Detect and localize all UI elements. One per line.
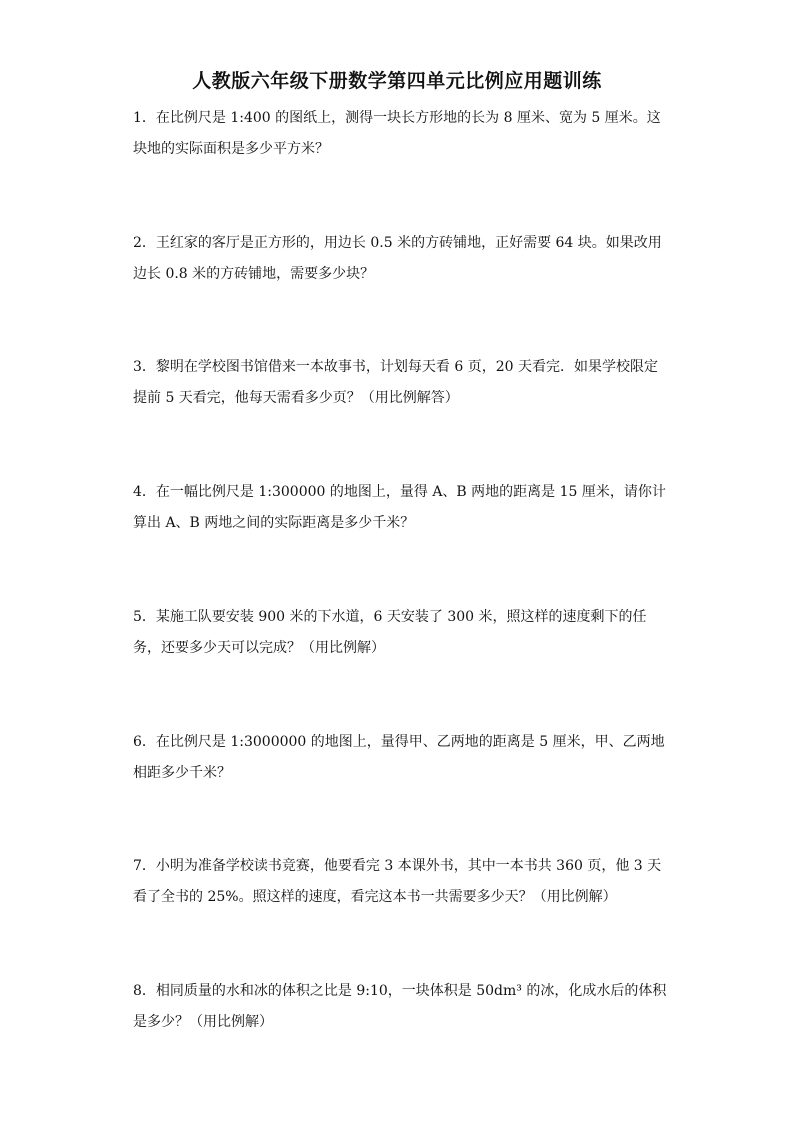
question-4: 4．在一幅比例尺是 1:300000 的地图上，量得 A、B 两地的距离是 15 厘米，请你计算出 A、B 两地之间的实际距离是多少千米？ — [133, 484, 666, 531]
question-5: 5．某施工队要安装 900 米的下水道，6 天安装了 300 米，照这样的速度剩下的任务，还要多少天可以完成？（用比例解） — [133, 609, 647, 656]
question-6: 6．在比例尺是 1:3000000 的地图上，量得甲、乙两地的距离是 5 厘米，甲、乙两地相距多少千米？ — [133, 734, 665, 781]
question-1: 1．在比例尺是 1:400 的图纸上，测得一块长方形地的长为 8 厘米、宽为 5 厘米。这块地的实际面积是多少平方米？ — [133, 110, 661, 157]
question-8: 8．相同质量的水和冰的体积之比是 9:10，一块体积是 50dm³ 的冰，化成水后的体积是多少？（用比例解） — [133, 983, 667, 1030]
question-7: 7．小明为准备学校读书竞赛，他要看完 3 本课外书，其中一本书共 360 页，他 3 天看了全书的 25%。照这样的速度，看完这本书一共需要多少天？（用比例解） — [133, 858, 662, 905]
page-title: 人教版六年级下册数学第四单元比例应用题训练 — [192, 70, 602, 92]
question-2: 2．王红家的客厅是正方形的，用边长 0.5 米的方砖铺地，正好需要 64 块。如果改用边长 0.8 米的方砖铺地，需要多少块？ — [133, 235, 662, 282]
question-3: 3．黎明在学校图书馆借来一本故事书，计划每天看 6 页，20 天看完．如果学校限定提前 5 天看完，他每天需看多少页？（用比例解答） — [133, 359, 658, 406]
